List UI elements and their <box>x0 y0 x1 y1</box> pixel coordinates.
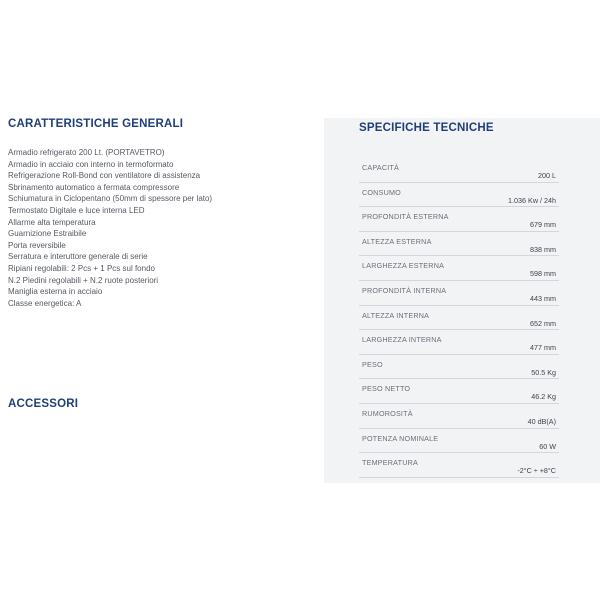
spec-label: LARGHEZZA ESTERNA <box>362 261 445 271</box>
spec-label: PROFONDITÀ ESTERNA <box>362 212 449 222</box>
spec-value: 50.5 Kg <box>531 367 556 377</box>
feature-item: N.2 Piedini regolabili + N.2 ruote posteriori <box>8 275 159 285</box>
general-features-section <box>8 118 320 309</box>
spec-value: 652 mm <box>530 318 556 328</box>
accessories-heading: ACCESSORI <box>8 398 79 410</box>
spec-value: 477 mm <box>530 343 556 353</box>
spec-value: 838 mm <box>530 244 556 254</box>
spec-label: ALTEZZA INTERNA <box>362 310 430 320</box>
feature-item: Sbrinamento automatico a fermata compressore <box>8 182 180 192</box>
feature-item: Guarnizione Estraibile <box>8 229 87 239</box>
spec-row-internal-height <box>359 306 559 331</box>
spec-value: 443 mm <box>530 293 556 303</box>
feature-item: Classe energetica: A <box>8 298 82 308</box>
features-list <box>8 147 320 309</box>
spec-label: PESO <box>362 359 383 369</box>
spec-row-rated-power <box>359 429 559 454</box>
feature-item: Allarme alta temperatura <box>8 217 96 227</box>
spec-value: 60 W <box>539 441 556 451</box>
feature-item: Serratura e interuttore generale di serie <box>8 252 148 262</box>
feature-item: Ripiani regolabili: 2 Pcs + 1 Pcs sul fondo <box>8 263 155 273</box>
spec-label: TEMPERATURA <box>362 458 418 468</box>
spec-label: POTENZA NOMINALE <box>362 433 439 443</box>
spec-value: 598 mm <box>530 269 556 279</box>
feature-item: Refrigerazione Roll-Bond con ventilatore di assistenza <box>8 171 201 181</box>
feature-item: Maniglia esterna in acciaio <box>8 287 103 297</box>
spec-row-capacity <box>359 158 559 183</box>
spec-row-noise <box>359 404 559 429</box>
general-features-heading: CARATTERISTICHE GENERALI <box>8 118 184 130</box>
feature-item: Armadio in acciaio con interno in termoformato <box>8 159 174 169</box>
spec-row-temperature <box>359 453 559 478</box>
spec-row-internal-depth <box>359 281 559 306</box>
technical-specs-heading: SPECIFICHE TECNICHE <box>359 122 494 134</box>
spec-row-external-height <box>359 232 559 257</box>
spec-label: LARGHEZZA INTERNA <box>362 335 442 345</box>
spec-label: PESO NETTO <box>362 384 411 394</box>
spec-label: RUMOROSITÀ <box>362 408 413 418</box>
spec-row-consumption <box>359 183 559 208</box>
spec-row-net-weight <box>359 379 559 404</box>
spec-label: ALTEZZA ESTERNA <box>362 236 432 246</box>
feature-item: Porta reversibile <box>8 240 66 250</box>
feature-item: Termostato Digitale e luce interna LED <box>8 205 145 215</box>
spec-value: 1.036 Kw / 24h <box>508 195 556 205</box>
spec-row-external-depth <box>359 207 559 232</box>
technical-specs-panel <box>324 118 600 483</box>
specs-table <box>359 158 559 478</box>
spec-label: CONSUMO <box>362 187 401 197</box>
spec-value: -2°C ÷ +8°C <box>517 466 556 476</box>
spec-value: 46.2 Kg <box>531 392 556 402</box>
feature-item: Armadio refrigerato 200 Lt. (PORTAVETRO) <box>8 148 165 157</box>
feature-item: Schiumatura in Ciclopentano (50mm di spessore per lato) <box>8 194 213 204</box>
spec-label: CAPACITÀ <box>362 163 400 172</box>
spec-label: PROFONDITÀ INTERNA <box>362 285 447 295</box>
spec-row-external-width <box>359 256 559 281</box>
spec-row-weight <box>359 355 559 380</box>
spec-value: 40 dB(A) <box>527 416 556 426</box>
spec-row-internal-width <box>359 330 559 355</box>
spec-value: 200 L <box>538 171 556 180</box>
spec-value: 679 mm <box>530 220 556 230</box>
